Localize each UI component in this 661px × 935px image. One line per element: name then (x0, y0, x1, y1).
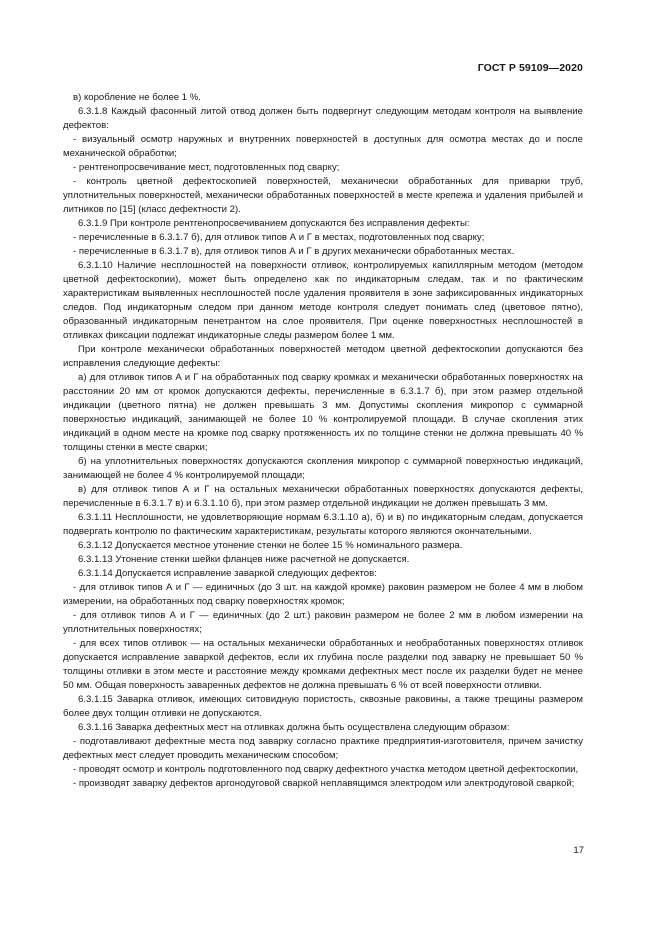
list-item: - для отливок типов А и Г — единичных (до 2 шт.) раковин размером не более 2 мм в любом измерении на уплотнительных поверхностях; (63, 610, 583, 635)
paragraph: 6.3.1.13 Утонение стенки шейки фланцев ниже расчетной не допускается. (78, 554, 410, 565)
paragraph: 6.3.1.11 Несплошности, не удовлетворяющие нормам 6.3.1.10 а), б) и в) по индикаторным следам, допускается подвергать контролю по фактическим характеристикам, результаты которого являются окончательными. (63, 512, 583, 537)
document-code-header: ГОСТ Р 59109—2020 (477, 62, 583, 74)
body-text (63, 91, 583, 791)
paragraph: б) на уплотнительных поверхностях допускаются скопления микропор с суммарной поверхностью индикаций, занимающей не более 4 % контролируемой площади; (63, 456, 583, 481)
paragraph: 6.3.1.8 Каждый фасонный литой отвод должен быть подвергнут следующим методам контроля на выявление дефектов: (63, 106, 583, 131)
list-item: - производят заварку дефектов аргонодуговой сваркой неплавящимся электродом или электродуговой сваркой; (73, 778, 575, 789)
list-item: - проводят осмотр и контроль подготовленного под сварку дефектного участка методом цветной дефектоскопии, (73, 764, 579, 775)
paragraph: в) для отливок типов А и Г на остальных механически обработанных поверхностях допускаются дефекты, перечисленные в 6.3.1.7 в) и 6.3.1.10 б), при этом размер отдельной индикации не должен превышать 3 мм. (63, 484, 583, 509)
list-item: - перечисленные в 6.3.1.7 б), для отливок типов А и Г в местах, подготовленных под сварку; (73, 232, 485, 243)
list-item: - для отливок типов А и Г — единичных (до 3 шт. на каждой кромке) раковин размером не более 4 мм в любом измерении, на обработанных под сварку поверхностях кромок; (63, 582, 583, 607)
paragraph: 6.3.1.10 Наличие несплошностей на поверхности отливок, контролируемых капиллярным методом (методом цветной дефектоскопии), может быть определено как по индикаторным следам, так и по фактическим характеристикам выявленных несплошностей после удаления проявителя в зоне зафиксированных индикаторных следов. Под индикаторным следом при данном методе контроля следует понимать след (цветовое пятно), образованный индикаторным пенетрантом на слое проявителя. При оценке поверхностных несплошностей в отливках фиксации подлежат индикаторные следы размером более 1 мм. (63, 260, 583, 341)
list-item: - подготавливают дефектные места под заварку согласно практике предприятия-изготовителя, причем зачистку дефектных мест следует проводить механическим способом; (63, 736, 583, 761)
list-item: - перечисленные в 6.3.1.7 в), для отливок типов А и Г в других механически обработанных местах. (73, 246, 515, 257)
paragraph: 6.3.1.16 Заварка дефектных мест на отливках должна быть осуществлена следующим образом: (78, 722, 510, 733)
list-item: - визуальный осмотр наружных и внутренних поверхностей в доступных для осмотра местах до и после механической обработки; (63, 134, 583, 159)
list-item: в) коробление не более 1 %. (73, 92, 201, 103)
paragraph: 6.3.1.14 Допускается исправление заваркой следующих дефектов: (78, 568, 377, 579)
list-item: - контроль цветной дефектоскопией поверхностей, механически обработанных для приварки труб, уплотнительных поверхностей, механически обработанных поверхностей в месте крепежа и удаления прибылей и литников по [15] (класс дефектности 2). (63, 176, 583, 215)
paragraph: При контроле механически обработанных поверхностей методом цветной дефектоскопии допускаются без исправления следующие дефекты: (63, 344, 583, 369)
page-number: 17 (573, 845, 584, 856)
paragraph: а) для отливок типов А и Г на обработанных под сварку кромках и механически обработанных поверхностях на расстоянии 20 мм от кромок допускаются дефекты, перечисленные в 6.3.1.7 б), при этом размер отдельной индикации (цветного пятна) не должен превышать 3 мм. Допустимы скопления микропор с суммарной поверхностью индикаций, занимающей не более 10 % контролируемой площади. В случае скопления этих индикаций в одном месте на кромке под сварку протяженность их по толщине стенки не должна превышать 40 % толщины стенки в месте сварки; (63, 372, 583, 453)
paragraph: 6.3.1.15 Заварка отливок, имеющих ситовидную пористость, сквозные раковины, а также трещины размером более двух толщин отливки не допускаются. (63, 694, 583, 719)
paragraph: 6.3.1.12 Допускается местное утонение стенки не более 15 % номинального размера. (78, 540, 463, 551)
list-item: - рентгенопросвечивание мест, подготовленных под сварку; (73, 162, 340, 173)
paragraph: 6.3.1.9 При контроле рентгенопросвечиванием допускаются без исправления дефекты: (78, 218, 470, 229)
list-item: - для всех типов отливок — на остальных механически обработанных и необработанных поверхностях отливок допускается исправление заваркой дефектов, если их глубина после разделки под заварку не превышает 50 % толщины отливки в этом месте и расстояние между кромками дефектных мест после их разделки будет не менее 50 мм. Общая поверхность заваренных дефектов не должна превышать 6 % от всей поверхности отливки. (63, 638, 583, 691)
